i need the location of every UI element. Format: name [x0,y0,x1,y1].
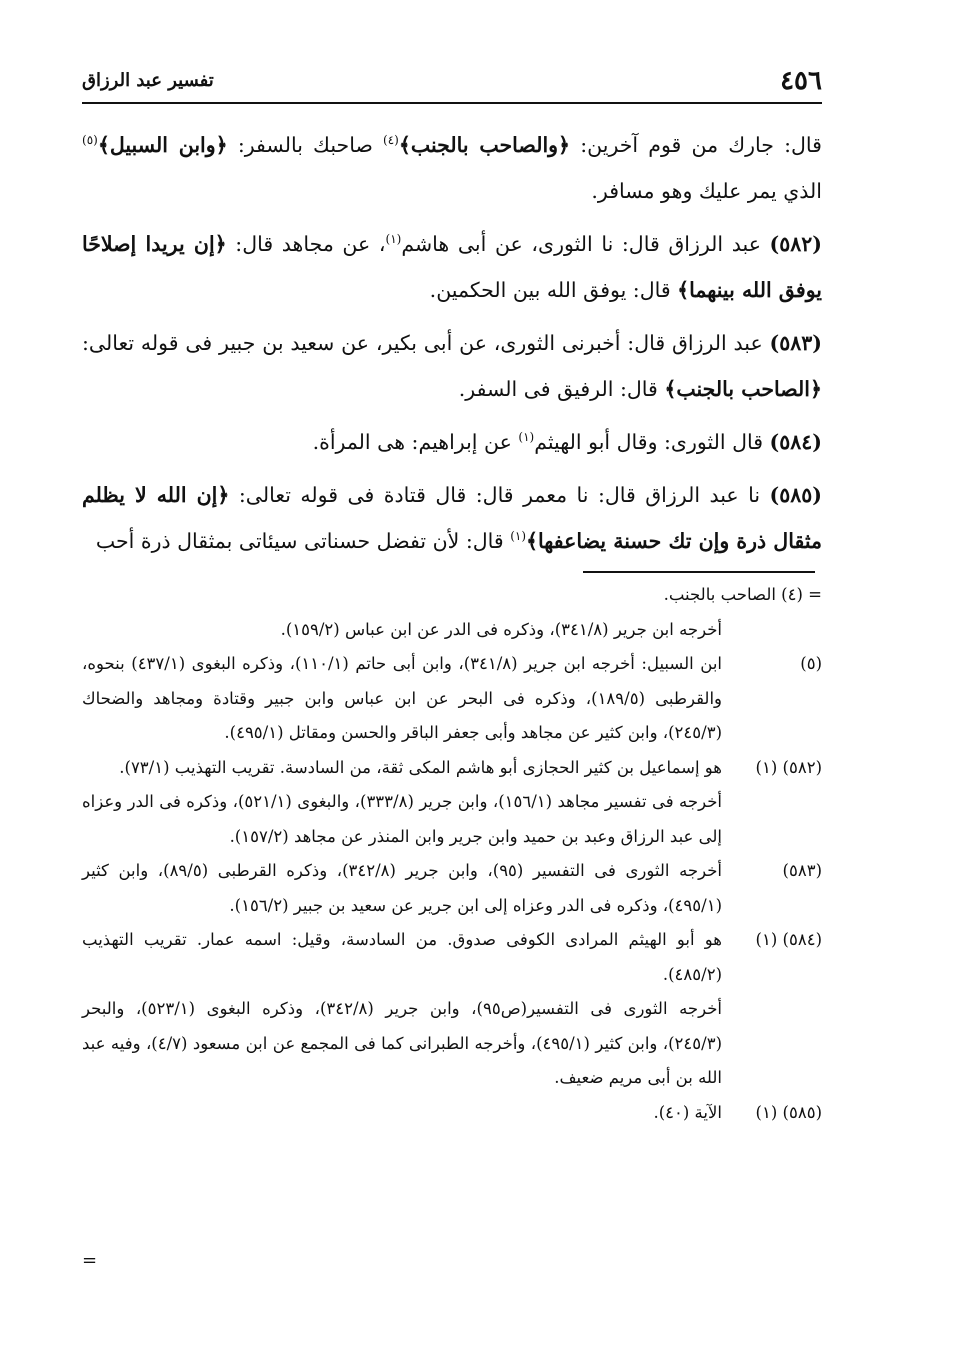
footnote-ref: (٥) [82,133,98,148]
quran-quote: ﴿الصاحب بالجنب﴾ [664,377,822,401]
quran-quote: ﴿وابن السبيل﴾ [97,133,228,157]
footnote-text: الآية (٤٠). [653,1102,722,1122]
narration-number: (٥٨٢) [769,232,822,256]
footnote-text: أخرجه الثورى فى التفسير (٩٥)، وابن جرير (٣٤٢/٨)، وذكره القرطبى (٨٩/٥)، وابن كثير (٤٩٥/١)، وذكره فى الدر وعزاه إلى ابن جرير عن سعيد بن جبير (١٥٦/٢). [82,861,723,915]
text-segment: نا عبد الرزاق قال: نا معمر قال: قال قتادة فى قوله تعالى: [229,483,770,507]
text-segment: قال الثورى: وقال أبو الهيثم [534,430,770,454]
text-segment: ، عن مجاهد قال: [226,232,386,256]
text-segment: قال: جارك من قوم آخرين: [570,133,822,157]
footnote-label: (٥٨٢) (١) [755,757,822,777]
main-text [82,122,822,571]
footnote-label: (٥٨٥) (١) [755,1102,822,1122]
footnote-label: (٥٨٣) [782,861,822,880]
paragraph-continuation [82,122,822,214]
narration-585 [82,472,822,564]
footnote-line: = (٤) الصاحب بالجنب. [663,585,822,604]
narration-584 [82,419,822,465]
quran-quote: ﴿والصاحب بالجنب﴾ [398,133,571,157]
quran-quote: ﴿إن الله لا يظلم مثقال ذرة وإن تك حسنة يضاعفها﴾ [82,483,822,553]
text-segment: قال: يوفق الله بين الحكمين. [429,278,678,302]
text-segment: صاحبك بالسفر: [227,133,384,157]
running-title: تفسير عبد الرزاق [82,70,214,91]
footnote-ref: (١) [385,232,402,247]
footnote-582 [82,751,822,855]
footnote-ref: (٤) [383,133,399,148]
text-segment: قال: لأن تفضل حسناتى سيئاتى بمثقال ذرة أحب [95,529,511,553]
footnote-text: هو أبو الهيثم المرادى الكوفى صدوق. من السادسة، وقيل: اسمه عمار. تقريب التهذيب (٤٨٥/٢). [82,930,722,984]
text-segment: عبد الرزاق قال: أخبرنى الثورى، عن أبى بكير، عن سعيد بن جبير فى قوله تعالى: [82,331,770,355]
text-segment: عبد الرزاق قال: نا الثورى، عن أبى هاشم [401,232,770,256]
footnote-5 [82,647,822,751]
footnote-line: أخرجه ابن جرير (٣٤١/٨)، وذكره فى الدر عن ابن عباس (١٥٩/٢). [280,619,722,639]
footnote-583 [82,854,822,923]
narration-number: (٥٨٥) [769,483,822,507]
footnote-text: أخرجه الثورى فى التفسير(ص٩٥)، وابن جرير (٣٤٢/٨)، وذكره البغوى (٥٢٣/١)، والبحر (٢٤٥/٣)، وابن كثير (٤٩٥/١)، وأخرجه الطبرانى كما فى المجمع عن ابن مسعود (٤/٧)، وفيه عبد الله بن أبى مريم ضعيف. [82,999,723,1087]
quran-quote: ﴿إن يريدا إصلاحًا يوفق الله بينهما﴾ [82,232,822,302]
text-segment: عن إبراهيم: هى المرأة. [312,430,519,454]
footnote-label: (٥٨٤) (١) [755,930,822,949]
footnote-585 [82,1096,822,1131]
continuation-mark: = [82,1250,98,1271]
narration-582 [82,221,822,313]
narration-number: (٥٨٤) [769,430,822,454]
page-header [82,62,822,104]
page-number: ٤٥٦ [780,66,822,96]
narration-number: (٥٨٣) [769,331,822,355]
footnote-text: ابن السبيل: أخرجه ابن جرير (٣٤١/٨)، وابن أبى حاتم (١١٠/١)، وذكره البغوى (٤٣٧/١) بنحوه، والقرطبى (١٨٩/٥)، وذكره فى البحر عن ابن عباس وابن جبير وقتادة ومجاهد والضحاك (٢٤٥/٣)، وابن كثير عن مجاهد وأبى جعفر الباقر والحسن ومقاتل (٤٩٥/١). [82,654,722,742]
footnote-text: هو إسماعيل بن كثير الحجازى أبو هاشم المكى ثقة، من السادسة. تقريب التهذيب (٧٣/١). [119,757,722,777]
footnote-text: أخرجه فى تفسير مجاهد (١٥٦/١)، وابن جرير (٣٣٣/٨)، والبغوى (٥٢١/١)، وذكره فى الدر وعزاه إلى عبد الرزاق وعبد بن حميد وابن جرير وابن المنذر عن مجاهد (١٥٧/٢). [82,792,722,846]
footnote-label: (٥) [800,654,822,673]
footnote-584 [82,923,822,1096]
narration-583 [82,320,822,412]
footnote-ref: (١) [510,529,527,544]
text-segment: قال: الرفيق فى السفر. [458,377,665,401]
footnote-ref: (١) [518,430,535,445]
footnotes [82,578,822,1130]
footnote-separator [583,571,815,573]
footnote-4 [82,578,822,647]
text-segment: الذي يمر عليك وهو مسافر. [591,179,822,203]
